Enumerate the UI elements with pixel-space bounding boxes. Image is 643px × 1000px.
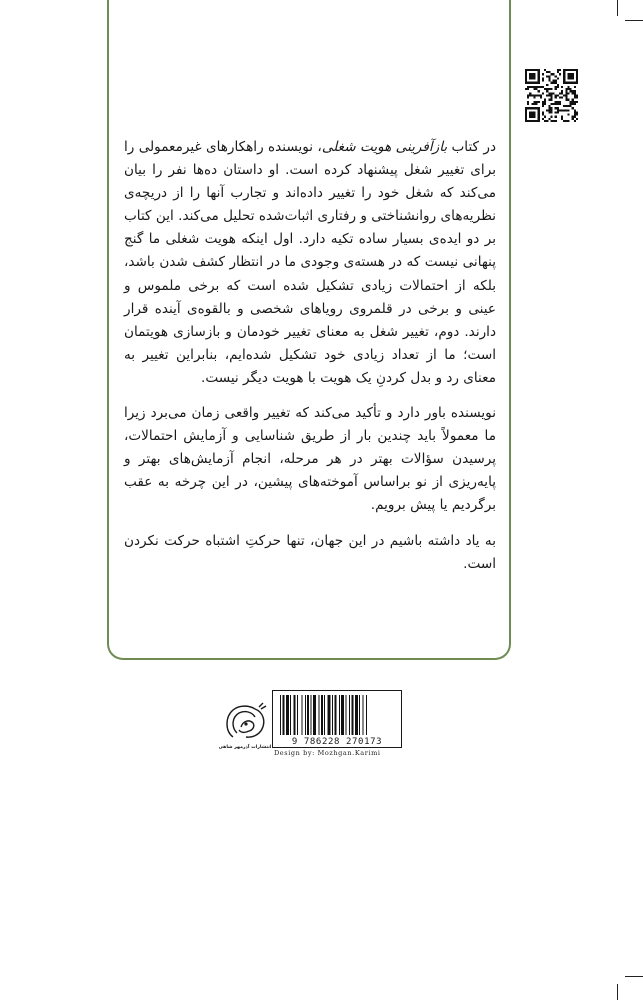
paragraph-3: به یاد داشته باشیم در این جهان، تنها حرکتِ اشتباه حرکت نکردن است. — [124, 532, 496, 572]
crop-mark-bottom-vertical — [617, 984, 618, 1000]
qr-code-icon — [525, 69, 578, 122]
book-title: بازآفرینی هویت شغلی — [321, 139, 448, 155]
crop-mark-bottom-horizontal — [625, 976, 643, 977]
crop-mark-top-vertical — [617, 0, 618, 16]
isbn-barcode — [272, 690, 402, 748]
designer-credit: Design by: Mozhgan.Karimi — [274, 749, 381, 757]
publisher-name: انتشارات آذرمهر شاهی — [219, 745, 271, 750]
back-cover-text — [124, 136, 496, 588]
paragraph-1: در کتاب بازآفرینی هویت شغلی، نویسنده راهکارهای غیرمعمولی را برای تغییر شغل پیشنهاد کرده است. او داستان ده‌ها نفر را بیان می‌کند که شغل خود را تغییر داده‌اند و تجارب آنها را از دریچه‌ی نظریه‌های روانشناختی و رفتاری اثبات‌شده تحلیل می‌کند. این کتاب بر دو ایده‌ی بسیار ساده تکیه دارد. اول اینکه هویت شغلی ما گنج پنهانی نیست که در هسته‌ی وجودی ما در انتظار کشف شدن باشد، بلکه از احتمالات زیادی تشکیل شده است که برخی ملموس و عینی و برخی در قلمروی رویاهای شخصی و بالقوه‌ی آینده قرار دارند. دوم، تغییر شغل به معنای تغییر خودمان و بازسازی هویتمان است؛ ما از تعداد زیادی خود تشکیل شده‌ایم، بنابراین تغییر به معنای رد و بدل کردنِ یک هویت با هویت دیگر نیست. — [124, 139, 496, 386]
barcode-number: 9 786228 270173 — [291, 737, 383, 747]
publisher-logo-icon — [219, 697, 271, 751]
paragraph-2: نویسنده باور دارد و تأکید می‌کند که تغییر واقعی زمان می‌برد زیرا ما معمولاً باید چندین بار از طریق شناسایی و آزمایش احتمالات، پرسیدن سؤالات بهتر در هر مرحله، انجام آزمایش‌های بهتر و پایه‌ریزی از نو براساس آموخته‌های پیشین، در این چرخه به عقب برگردیم یا پیش برویم. — [124, 405, 496, 514]
crop-mark-top-horizontal — [625, 20, 643, 21]
